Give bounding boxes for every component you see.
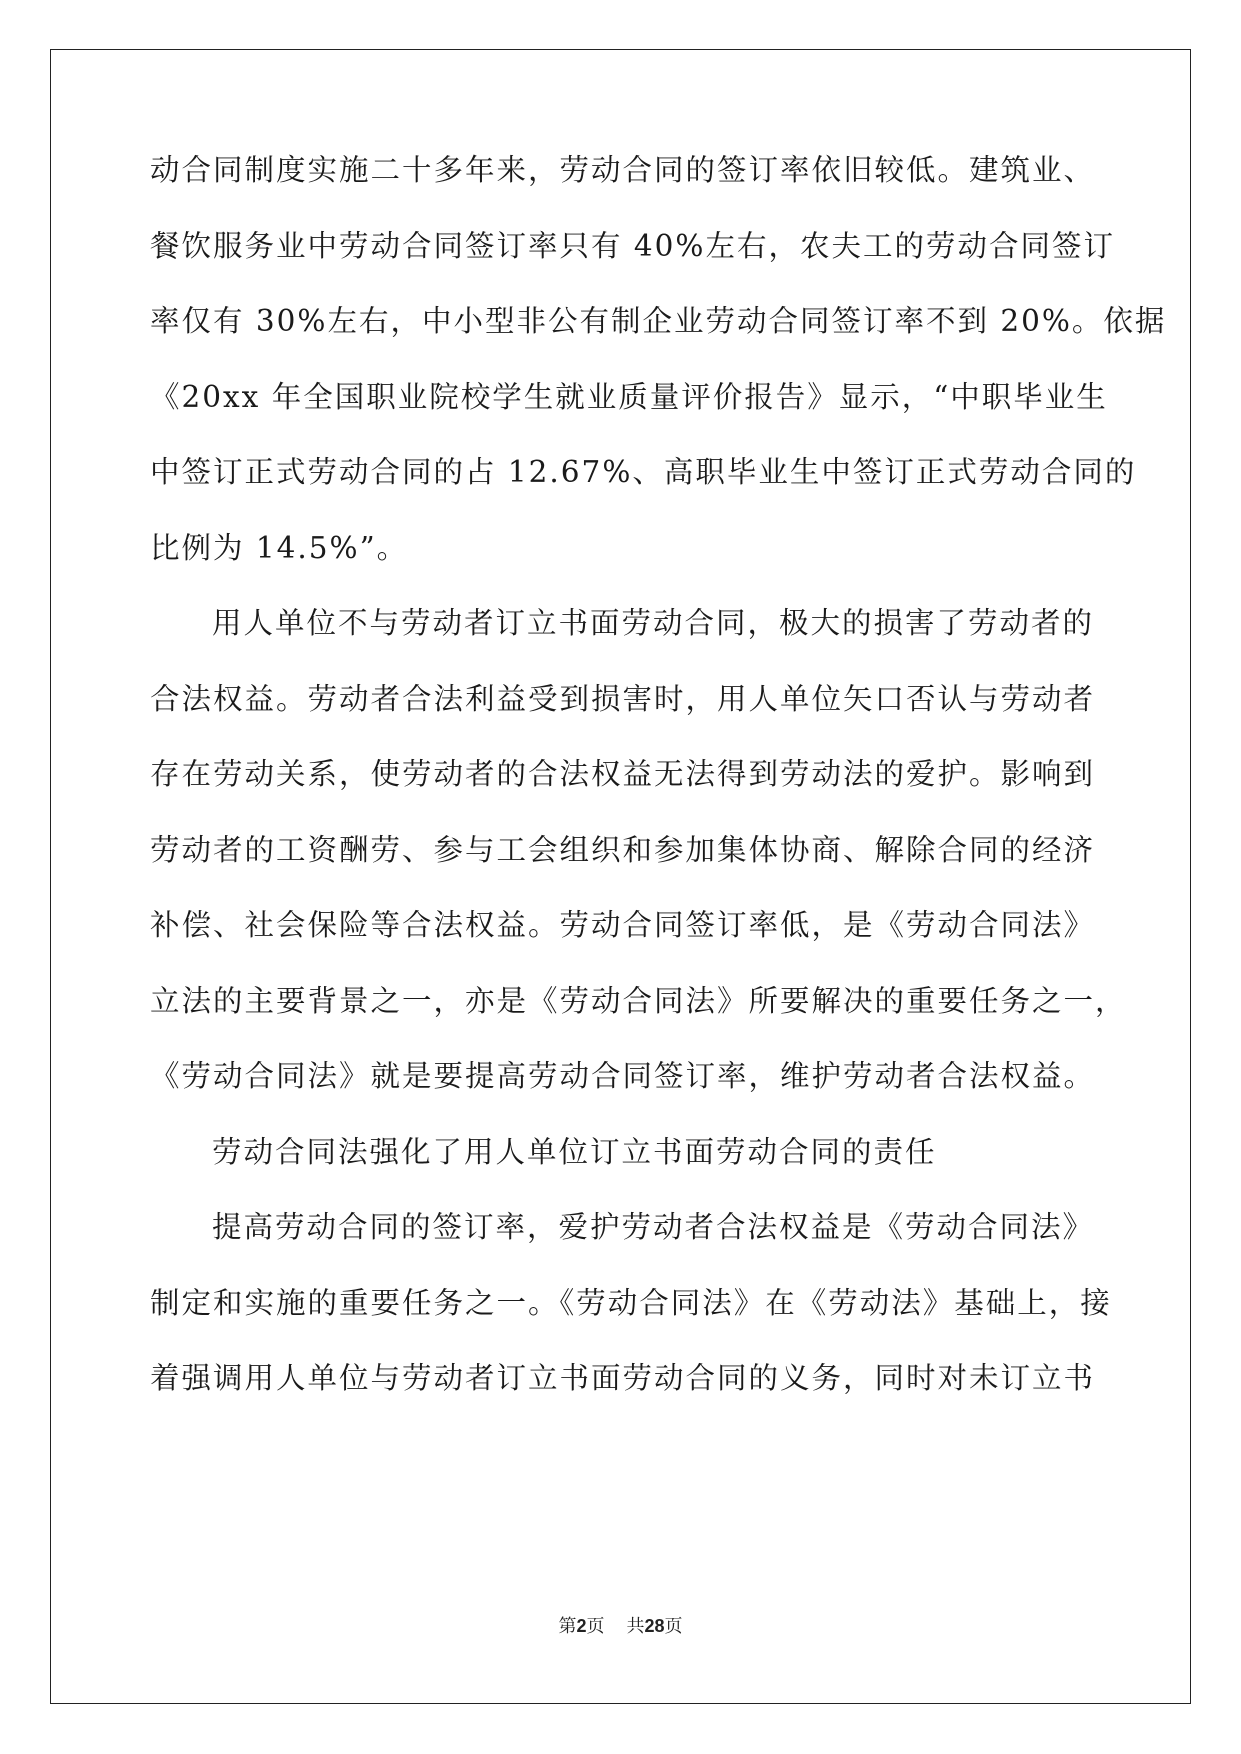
text-line: 劳动者的工资酬劳、参与工会组织和参加集体协商、解除合同的经济 bbox=[150, 833, 1096, 867]
paragraph-start-line: 用人单位不与劳动者订立书面劳动合同，极大的损害了劳动者的 bbox=[212, 606, 1095, 640]
text-line: 着强调用人单位与劳动者订立书面劳动合同的义务，同时对未订立书 bbox=[150, 1361, 1096, 1395]
paragraph-start-line: 提高劳动合同的签订率，爱护劳动者合法权益是《劳动合同法》 bbox=[212, 1210, 1095, 1244]
footer-page-label: 页 bbox=[586, 1616, 605, 1637]
footer-total-label: 页 bbox=[664, 1616, 683, 1637]
text-line: 立法的主要背景之一，亦是《劳动合同法》所要解决的重要任务之一， bbox=[150, 984, 1127, 1018]
current-page-number: 2 bbox=[576, 1616, 587, 1636]
text-line: 《劳动合同法》就是要提高劳动合同签订率，维护劳动者合法权益。 bbox=[150, 1059, 1096, 1093]
page-border bbox=[50, 49, 1191, 1704]
text-line: 餐饮服务业中劳动合同签订率只有 40%左右，农夫工的劳动合同签订 bbox=[150, 229, 1115, 263]
footer-total-prefix: 共 bbox=[626, 1616, 645, 1637]
text-line: 制定和实施的重要任务之一。《劳动合同法》在《劳动法》基础上，接 bbox=[150, 1286, 1112, 1320]
text-line: 率仅有 30%左右，中小型非公有制企业劳动合同签订率不到 20%。依据 bbox=[150, 304, 1167, 338]
text-line: 中签订正式劳动合同的占 12.67%、高职毕业生中签订正式劳动合同的 bbox=[150, 455, 1137, 489]
text-line: 存在劳动关系，使劳动者的合法权益无法得到劳动法的爱护。影响到 bbox=[150, 757, 1096, 791]
text-line: 合法权益。劳动者合法利益受到损害时，用人单位矢口否认与劳动者 bbox=[150, 682, 1096, 716]
total-page-count: 28 bbox=[644, 1616, 665, 1636]
page-footer bbox=[0, 1612, 1241, 1638]
text-line: 动合同制度实施二十多年来，劳动合同的签订率依旧较低。建筑业、 bbox=[150, 153, 1096, 187]
text-line: 比例为 14.5%”。 bbox=[150, 531, 409, 565]
footer-prefix: 第 bbox=[558, 1616, 577, 1637]
text-line: 《20xx 年全国职业院校学生就业质量评价报告》显示，“中职毕业生 bbox=[150, 380, 1108, 414]
text-line: 补偿、社会保险等合法权益。劳动合同签订率低，是《劳动合同法》 bbox=[150, 908, 1096, 942]
section-heading: 劳动合同法强化了用人单位订立书面劳动合同的责任 bbox=[212, 1135, 937, 1169]
